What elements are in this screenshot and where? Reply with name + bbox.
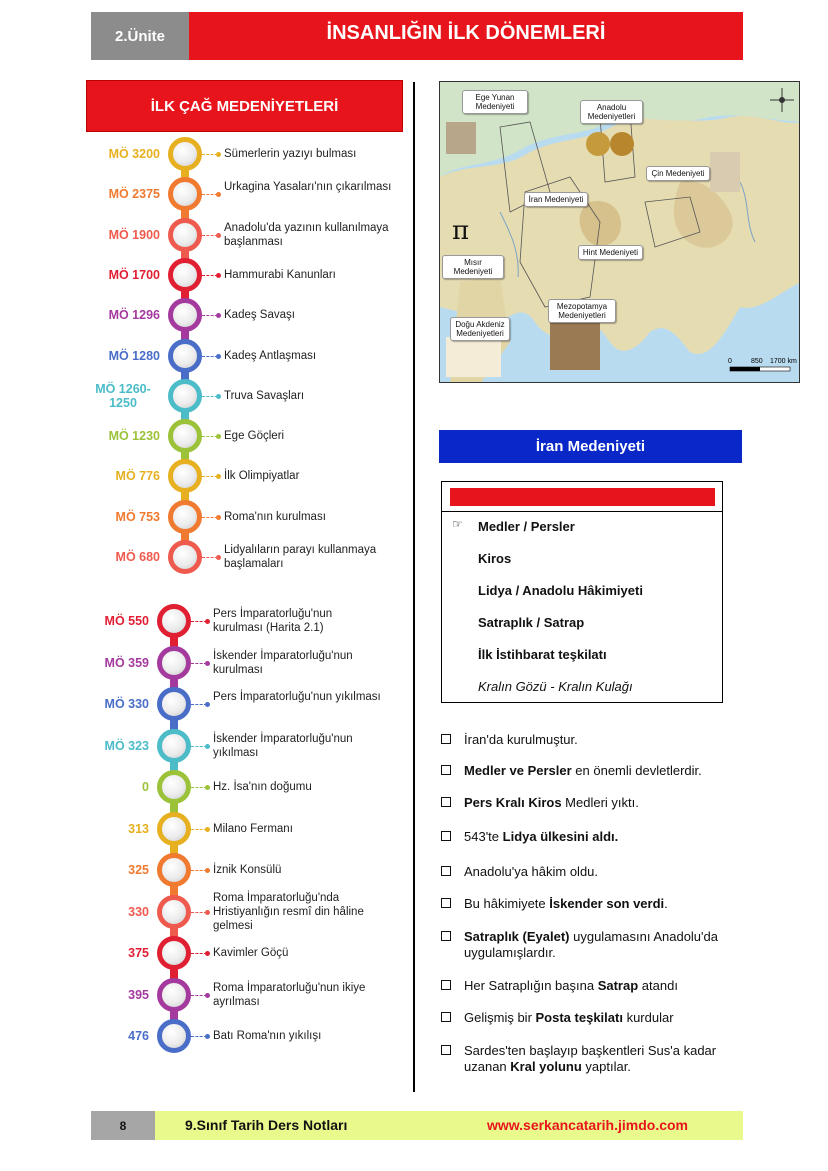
- checkbox-bullet-icon: [441, 866, 451, 876]
- timeline-dot: [216, 152, 221, 157]
- map-label-anatolia: Anadolu Medeniyetleri: [580, 100, 643, 124]
- timeline-dot: [205, 827, 210, 832]
- timeline-year: MÖ 330: [104, 697, 149, 711]
- timeline-event: Kadeş Savaşı: [224, 309, 295, 322]
- timeline-event: İznik Konsülü: [213, 864, 282, 876]
- timeline-dot: [205, 951, 210, 956]
- section-title-left: İLK ÇAĞ MEDENİYETLERİ: [87, 81, 402, 131]
- timeline-event: Sümerlerin yazıyı bulması: [224, 148, 357, 160]
- timeline-node: [157, 853, 191, 887]
- bullet-emphasis: Medler ve Persler: [464, 763, 572, 778]
- timeline-year: 330: [128, 904, 149, 919]
- timeline-event: Roma İmparatorluğu'nun ikiye ayrılması: [213, 981, 366, 1008]
- timeline-year: MÖ 753: [115, 509, 160, 524]
- timeline-event: Roma'nın kurulması: [224, 510, 326, 523]
- map-label-mesopotamia: Mezopotamya Medeniyetleri: [548, 299, 616, 323]
- timeline-node: [168, 177, 202, 211]
- bullet-text: [464, 1010, 754, 1026]
- map-label-china: Çin Medeniyeti: [646, 166, 710, 181]
- timeline-year: 395: [128, 987, 149, 1002]
- bullet-span: uygulamasını Anadolu'da uygulamışlardır.: [464, 929, 718, 960]
- timeline-node: [157, 812, 191, 846]
- column-divider: [413, 82, 415, 1092]
- timeline-event: İlk Olimpiyatlar: [224, 470, 300, 483]
- timeline-event: Batı Roma'nın yıkılışı: [213, 1030, 322, 1042]
- keyword-item: Kralın Gözü - Kralın Kulağı: [478, 679, 633, 694]
- timeline-year: MÖ 1900: [108, 227, 160, 242]
- bullet-text: [464, 896, 754, 912]
- bullet-text: [464, 1043, 754, 1075]
- checkbox-bullet-icon: [441, 1012, 451, 1022]
- timeline-dot: [216, 273, 221, 278]
- map-label-iran: İran Medeniyeti: [524, 192, 588, 207]
- timeline-event: Milano Fermanı: [213, 822, 293, 835]
- timeline-node: [168, 540, 202, 574]
- timeline-dot: [216, 474, 221, 479]
- timeline-dot: [216, 313, 221, 318]
- keyword-item: Medler / Persler: [478, 519, 575, 534]
- checkbox-bullet-icon: [441, 765, 451, 775]
- timeline-node: [157, 729, 191, 763]
- keyword-item: İlk İstihbarat teşkilatı: [478, 647, 607, 662]
- bullet-span: 543'te: [464, 829, 503, 844]
- map-scale-850: 850: [751, 358, 763, 365]
- bullet-span: kurdular: [622, 1010, 674, 1025]
- checkbox-bullet-icon: [441, 898, 451, 908]
- keyword-item: Satraplık / Satrap: [478, 615, 585, 630]
- bullet-text: [464, 732, 754, 748]
- timeline-year: 313: [128, 821, 149, 836]
- timeline-event: Anadolu'da yazının kullanılmaya başlanması: [224, 221, 389, 248]
- timeline-node: [157, 978, 191, 1012]
- timeline-year: MÖ 2375: [108, 187, 160, 202]
- timeline-event: Kadeş Antlaşması: [224, 349, 317, 362]
- timeline-dot: [205, 993, 210, 998]
- map-scale-0: 0: [728, 358, 732, 365]
- bullet-span: atandı: [638, 978, 678, 993]
- bullet-emphasis: Posta teşkilatı: [535, 1010, 623, 1025]
- bullet-span: Gelişmiş bir: [464, 1010, 536, 1025]
- timeline-event: İskender İmparatorluğu'nun kurulması: [213, 649, 353, 676]
- timeline-dot: [216, 354, 221, 359]
- timeline-event: Kavimler Göçü: [213, 947, 289, 959]
- bullet-text: [464, 829, 754, 845]
- timeline-year: MÖ 1260-1250: [95, 381, 151, 410]
- bullet-span: Anadolu'ya hâkim oldu.: [464, 864, 599, 879]
- timeline-year: MÖ 3200: [108, 147, 160, 161]
- timeline-node: [168, 298, 202, 332]
- timeline-event: Pers İmparatorluğu'nun kurulması (Harita 2.1): [213, 608, 333, 634]
- bullet-text: [464, 864, 754, 880]
- timeline-dot: [205, 785, 210, 790]
- timeline-dot: [205, 910, 210, 915]
- timeline-node: [157, 1019, 191, 1053]
- timeline-event: İskender İmparatorluğu'nun yıkılması: [213, 732, 353, 759]
- checkbox-bullet-icon: [441, 734, 451, 744]
- keyword-item: Lidya / Anadolu Hâkimiyeti: [478, 583, 643, 598]
- pointing-hand-icon: ☞: [452, 517, 463, 531]
- timeline-year: MÖ 776: [115, 469, 160, 484]
- timeline-node: [168, 459, 202, 493]
- bullet-text: [464, 978, 754, 994]
- timeline-dot: [205, 868, 210, 873]
- timeline-dot: [205, 1034, 210, 1039]
- map-label-india: Hint Medeniyeti: [578, 245, 643, 260]
- page-number: 8: [91, 1111, 155, 1140]
- bullet-text: [464, 795, 754, 811]
- timeline-node: [157, 895, 191, 929]
- bullet-span: en önemli devletlerdir.: [571, 763, 702, 778]
- bullet-emphasis: Satraplık (Eyalet): [464, 929, 570, 944]
- timeline-event: Truva Savaşları: [224, 389, 305, 402]
- footer-title: 9.Sınıf Tarih Ders Notları: [185, 1117, 348, 1133]
- box-divider: [442, 511, 722, 512]
- timeline-node: [168, 218, 202, 252]
- timeline-year: MÖ 1230: [108, 429, 160, 444]
- timeline-node: [168, 339, 202, 373]
- map-scale-1700: 1700 km: [770, 358, 797, 365]
- map-label-east-mediterranean: Doğu Akdeniz Medeniyetleri: [450, 317, 510, 341]
- checkbox-bullet-icon: [441, 980, 451, 990]
- timeline-year: MÖ 1280: [108, 348, 160, 363]
- bullet-text: [464, 763, 754, 779]
- civilizations-map: [439, 81, 800, 383]
- checkbox-bullet-icon: [441, 831, 451, 841]
- iran-section-title: İran Medeniyeti: [439, 430, 742, 463]
- timeline-node: [157, 646, 191, 680]
- bullet-span: Sardes'ten başlayıp başkentleri Sus'a kadar uzanan: [464, 1043, 717, 1074]
- timeline-node: [168, 137, 202, 171]
- timeline-dot: [205, 619, 210, 624]
- timeline-node: [157, 687, 191, 721]
- bullet-emphasis: Pers Kralı Kiros: [464, 795, 562, 810]
- bullet-emphasis: İskender son verdi: [549, 896, 665, 911]
- bullet-span: .: [664, 896, 668, 911]
- map-label-aegean: Ege Yunan Medeniyeti: [462, 90, 528, 114]
- bullet-span: Medleri yıktı.: [561, 795, 639, 810]
- bullet-emphasis: Kral yolunu: [510, 1059, 582, 1074]
- timeline-year: 375: [128, 946, 149, 960]
- timeline-dot: [216, 555, 221, 560]
- timeline-node: [168, 500, 202, 534]
- timeline-event: Lidyalıların parayı kullanmaya başlamaları: [224, 544, 377, 570]
- timeline-year: 325: [128, 863, 149, 877]
- timeline-event: Ege Göçleri: [224, 430, 285, 443]
- timeline-node: [157, 770, 191, 804]
- timeline-node: [168, 379, 202, 413]
- timeline-dot: [205, 661, 210, 666]
- timeline-dot: [205, 744, 210, 749]
- checkbox-bullet-icon: [441, 797, 451, 807]
- bullet-span: İran'da kurulmuştur.: [464, 732, 578, 747]
- unit-label: 2.Ünite: [91, 12, 189, 60]
- timeline-event: Urkagina Yasaları'nın çıkarılması: [224, 181, 392, 194]
- timeline-year: MÖ 323: [104, 738, 149, 753]
- checkbox-bullet-icon: [441, 931, 451, 941]
- timeline-dot: [216, 192, 221, 197]
- map-label-egypt: Mısır Medeniyeti: [442, 255, 504, 279]
- timeline-event: Roma İmparatorluğu'nda Hristiyanlığın resmî din hâline gelmesi: [213, 891, 364, 932]
- iran-keywords-box: [441, 481, 723, 703]
- bullet-text: [464, 929, 754, 961]
- timeline-node: [168, 419, 202, 453]
- timeline-dot: [216, 394, 221, 399]
- bullet-span: Her Satraplığın başına: [464, 978, 598, 993]
- timeline-event: Hammurabi Kanunları: [224, 268, 336, 281]
- timeline-year: MÖ 680: [115, 550, 160, 564]
- timeline-dot: [205, 702, 210, 707]
- timeline-year: MÖ 1700: [108, 267, 160, 282]
- timeline-dot: [216, 233, 221, 238]
- timeline-year: MÖ 359: [104, 655, 149, 670]
- box-red-bar: [450, 488, 715, 506]
- timeline-year: 476: [128, 1029, 149, 1043]
- timeline-dot: [216, 434, 221, 439]
- timeline-node: [157, 936, 191, 970]
- bullet-span: Bu hâkimiyete: [464, 896, 550, 911]
- timeline-year: 0: [142, 780, 149, 794]
- footer-url[interactable]: www.serkancatarih.jimdo.com: [487, 1117, 688, 1133]
- bullet-emphasis: Lidya ülkesini aldı.: [502, 829, 619, 844]
- timeline-node: [168, 258, 202, 292]
- keyword-item: Kiros: [478, 551, 512, 566]
- timeline-node: [157, 604, 191, 638]
- page-title: İNSANLIĞIN İLK DÖNEMLERİ: [189, 12, 743, 60]
- checkbox-bullet-icon: [441, 1045, 451, 1055]
- timeline-event: Hz. İsa'nın doğumu: [213, 781, 312, 793]
- timeline-dot: [216, 515, 221, 520]
- timeline-event: Pers İmparatorluğu'nun yıkılması: [213, 691, 381, 703]
- bullet-span: yaptılar.: [581, 1059, 631, 1074]
- timeline-year: MÖ 1296: [108, 308, 160, 323]
- pi-symbol: π: [452, 216, 470, 246]
- timeline-year: MÖ 550: [104, 614, 149, 628]
- bullet-emphasis: Satrap: [597, 978, 639, 993]
